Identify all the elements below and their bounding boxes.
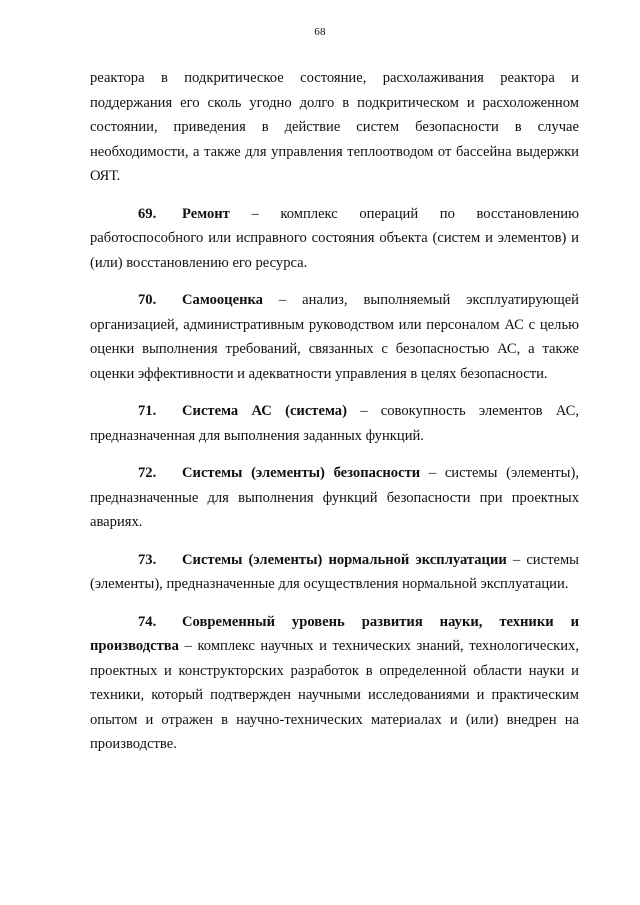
entry-dash: – xyxy=(251,205,259,222)
entry-dash: – xyxy=(184,638,192,654)
entry-number: 71. xyxy=(138,403,157,419)
entry-term: Современный уровень развития науки, техники и производства xyxy=(90,613,579,654)
entry-70 xyxy=(90,288,579,386)
entry-number: 73. xyxy=(138,551,157,568)
entry-definition: анализ, выполняемый эксплуатирующей организацией, административным руководством или персоналом АС с целью оценки выполнения требований, связанных с безопасностью АС, а также оценки эффективности и адекватности управления в целях безопасности. xyxy=(90,292,579,382)
entry-definition: комплекс научных и технических знаний, технологических, проектных и конструкторских разработок в определенной области науки и техники, который подтвержден научными исследованиями и практическим опытом и отражен в научно-технических материалах и (или) внедрен на производстве. xyxy=(90,638,579,752)
entry-dash: – xyxy=(428,465,437,481)
entry-73 xyxy=(90,548,579,597)
entry-term: Системы (элементы) нормальной эксплуатации xyxy=(182,551,507,568)
entry-number: 72. xyxy=(138,465,157,481)
entry-definition: совокупность элементов АС, предназначенная для выполнения заданных функций. xyxy=(90,403,579,444)
entry-term: Ремонт xyxy=(182,205,230,222)
entry-definition: системы (элементы), предназначенные для осуществления нормальной эксплуатации. xyxy=(90,551,579,592)
entry-69 xyxy=(90,202,579,276)
entry-72 xyxy=(90,461,579,535)
entry-term: Системы (элементы) безопасности xyxy=(182,465,421,481)
entry-number: 69. xyxy=(138,205,157,222)
entry-71 xyxy=(90,399,579,448)
entry-dash: – xyxy=(512,551,521,568)
entry-term: Система АС (система) xyxy=(182,403,347,419)
entry-definition: комплекс операций по восстановлению работоспособного или исправного состояния объекта (систем и элементов) и (или) восстановлению его ресурса. xyxy=(90,205,580,271)
entry-number: 70. xyxy=(138,292,157,308)
entry-dash: – xyxy=(360,403,368,419)
entry-definition: системы (элементы), предназначенные для выполнения функций безопасности при проектных авариях. xyxy=(90,465,579,530)
entry-dash: – xyxy=(278,292,287,308)
entry-number: 74. xyxy=(138,613,157,630)
entry-term: Самооценка xyxy=(182,292,263,308)
entry-74 xyxy=(90,610,579,757)
intro-paragraph: реактора в подкритическое состояние, расхолаживания реактора и поддержания его сколь угодно долго в подкритическом и расхоложенном состоянии, приведения в действие систем безопасности в случае необходимости, а также для управления теплоотводом от бассейна выдержки ОЯТ. xyxy=(90,70,579,184)
body-text xyxy=(90,66,579,770)
page-number: 68 xyxy=(314,26,326,38)
